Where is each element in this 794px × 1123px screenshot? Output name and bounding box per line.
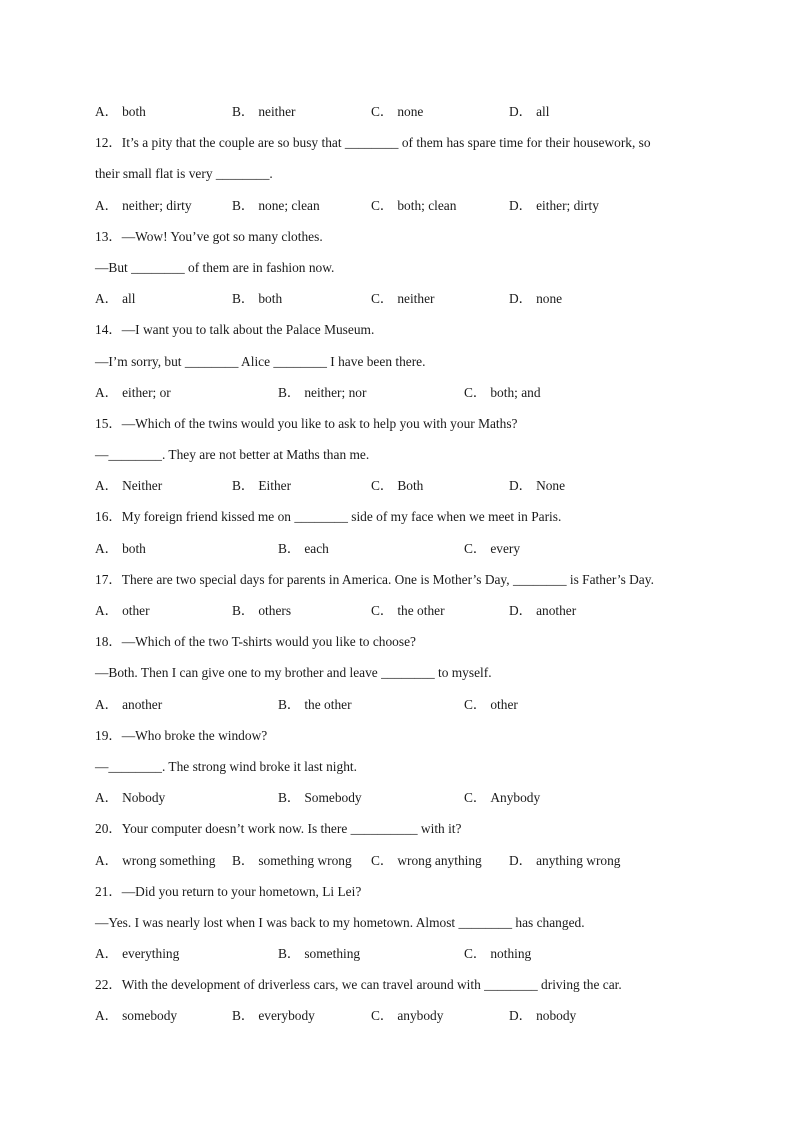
option-letter: D． bbox=[509, 852, 533, 868]
option-text: the other bbox=[397, 603, 445, 618]
option-letter: C． bbox=[371, 852, 394, 868]
answer-option bbox=[232, 845, 352, 876]
option-text: something wrong bbox=[258, 852, 352, 868]
answer-option bbox=[232, 595, 291, 626]
option-letter: C． bbox=[371, 197, 394, 213]
answer-option bbox=[509, 470, 565, 501]
answer-option bbox=[278, 689, 352, 720]
answer-option bbox=[278, 377, 366, 408]
option-text: every bbox=[490, 540, 521, 556]
answer-options-row bbox=[95, 938, 695, 969]
option-letter: B． bbox=[232, 1008, 255, 1024]
option-letter: A． bbox=[95, 1008, 119, 1024]
worksheet-page bbox=[95, 96, 695, 1032]
answer-option bbox=[232, 96, 296, 127]
answer-option bbox=[509, 96, 549, 127]
option-text: nothing bbox=[490, 946, 532, 962]
answer-option bbox=[95, 595, 150, 626]
option-text: both bbox=[122, 104, 146, 119]
option-letter: A． bbox=[95, 603, 119, 618]
question-line: —Yes. I was nearly lost when I was back to my hometown. Almost ________ has changed. bbox=[95, 914, 585, 930]
option-text: both bbox=[122, 540, 146, 556]
option-letter: A． bbox=[95, 540, 119, 556]
option-text: other bbox=[122, 603, 150, 618]
answer-option bbox=[95, 689, 162, 720]
option-letter: B． bbox=[232, 603, 255, 618]
answer-option bbox=[509, 845, 621, 876]
question-line: 19．—Who broke the window? bbox=[95, 727, 268, 743]
answer-options-row bbox=[95, 689, 695, 720]
answer-option bbox=[371, 595, 445, 626]
answer-options-row bbox=[95, 470, 695, 501]
answer-option bbox=[232, 190, 320, 221]
answer-option bbox=[509, 595, 576, 626]
option-letter: B． bbox=[232, 852, 255, 868]
option-text: none bbox=[536, 291, 563, 307]
question-line: 13．—Wow! You’ve got so many clothes. bbox=[95, 228, 323, 244]
answer-option bbox=[95, 782, 165, 813]
option-letter: C． bbox=[464, 384, 487, 400]
answer-option bbox=[464, 782, 540, 813]
question-line: 14．—I want you to talk about the Palace Museum. bbox=[95, 322, 375, 338]
option-text: none bbox=[397, 104, 424, 119]
answer-option bbox=[95, 377, 171, 408]
option-letter: A． bbox=[95, 291, 119, 307]
option-text: nobody bbox=[536, 1008, 577, 1024]
option-text: each bbox=[304, 540, 329, 556]
option-text: somebody bbox=[122, 1008, 178, 1024]
option-letter: A． bbox=[95, 104, 119, 119]
option-letter: C． bbox=[371, 603, 394, 618]
option-text: wrong anything bbox=[397, 852, 482, 868]
question-line: —But ________ of them are in fashion now. bbox=[95, 259, 335, 275]
answer-option bbox=[95, 533, 146, 564]
answer-option bbox=[95, 845, 215, 876]
question-line: 16．My foreign friend kissed me on ________ side of my face when we meet in Paris. bbox=[95, 509, 562, 525]
option-letter: A． bbox=[95, 696, 119, 712]
answer-option bbox=[464, 377, 541, 408]
option-letter: A． bbox=[95, 384, 119, 400]
option-letter: B． bbox=[232, 104, 255, 119]
question-line: —I’m sorry, but ________ Alice ________ I have been there. bbox=[95, 353, 426, 369]
question-line: 22．With the development of driverless cars, we can travel around with ________ driving the car. bbox=[95, 977, 622, 993]
question-line: —________. They are not better at Maths than me. bbox=[95, 447, 370, 463]
answer-option bbox=[278, 782, 362, 813]
answer-options-row bbox=[95, 283, 695, 314]
answer-option bbox=[232, 283, 282, 314]
answer-option bbox=[371, 190, 456, 221]
question-line: 21．—Did you return to your hometown, Li Lei? bbox=[95, 883, 362, 899]
answer-options-row bbox=[95, 190, 695, 221]
answer-option bbox=[95, 1000, 177, 1031]
answer-options-row bbox=[95, 782, 695, 813]
option-letter: B． bbox=[232, 291, 255, 307]
answer-option bbox=[95, 470, 162, 501]
option-letter: C． bbox=[371, 478, 394, 494]
option-text: other bbox=[490, 696, 518, 712]
option-text: Neither bbox=[122, 478, 163, 494]
answer-options-row bbox=[95, 1000, 695, 1031]
answer-option bbox=[509, 283, 562, 314]
question-line: —Both. Then I can give one to my brother and leave ________ to myself. bbox=[95, 665, 492, 681]
option-text: something bbox=[304, 946, 361, 962]
option-text: either; dirty bbox=[536, 197, 599, 213]
option-text: anything wrong bbox=[536, 852, 621, 868]
option-text: Somebody bbox=[304, 790, 362, 806]
option-letter: C． bbox=[464, 696, 487, 712]
option-letter: B． bbox=[278, 696, 301, 712]
option-letter: B． bbox=[278, 540, 301, 556]
answer-option bbox=[371, 845, 482, 876]
option-letter: A． bbox=[95, 852, 119, 868]
option-text: Either bbox=[258, 478, 292, 494]
option-text: another bbox=[122, 696, 163, 712]
option-letter: D． bbox=[509, 1008, 533, 1024]
answer-option bbox=[95, 190, 192, 221]
answer-option bbox=[371, 96, 423, 127]
option-text: both; clean bbox=[397, 197, 457, 213]
option-text: all bbox=[536, 104, 550, 119]
option-text: everything bbox=[122, 946, 180, 962]
option-letter: B． bbox=[232, 197, 255, 213]
answer-option bbox=[464, 533, 520, 564]
option-letter: C． bbox=[464, 946, 487, 962]
option-text: either; or bbox=[122, 384, 171, 400]
option-letter: A． bbox=[95, 946, 119, 962]
answer-option bbox=[232, 1000, 315, 1031]
option-text: everybody bbox=[258, 1008, 315, 1024]
option-letter: D． bbox=[509, 603, 533, 618]
option-text: Anybody bbox=[490, 790, 541, 806]
option-letter: C． bbox=[464, 540, 487, 556]
option-letter: B． bbox=[278, 384, 301, 400]
question-line: 17．There are two special days for parents in America. One is Mother’s Day, ________ is Father’s Day. bbox=[95, 571, 654, 587]
answer-options-row bbox=[95, 595, 695, 626]
answer-options-row bbox=[95, 96, 695, 127]
option-letter: B． bbox=[232, 478, 255, 494]
question-line: 18．—Which of the two T-shirts would you like to choose? bbox=[95, 634, 416, 650]
answer-option bbox=[371, 1000, 443, 1031]
answer-option bbox=[371, 283, 435, 314]
option-letter: C． bbox=[464, 790, 487, 806]
option-text: neither; nor bbox=[304, 384, 367, 400]
answer-option bbox=[278, 938, 360, 969]
option-text: both; and bbox=[490, 384, 541, 400]
option-text: Both bbox=[397, 478, 424, 494]
answer-option bbox=[232, 470, 291, 501]
option-letter: D． bbox=[509, 291, 533, 307]
option-letter: C． bbox=[371, 291, 394, 307]
option-letter: A． bbox=[95, 197, 119, 213]
answer-option bbox=[464, 938, 531, 969]
question-line: their small flat is very ________. bbox=[95, 166, 273, 182]
option-text: neither; dirty bbox=[122, 197, 192, 213]
option-letter: D． bbox=[509, 478, 533, 494]
option-text: neither bbox=[258, 104, 296, 119]
option-letter: C． bbox=[371, 104, 394, 119]
answer-option bbox=[95, 938, 179, 969]
answer-options-row bbox=[95, 377, 695, 408]
option-letter: B． bbox=[278, 946, 301, 962]
answer-options-row bbox=[95, 845, 695, 876]
answer-options-row bbox=[95, 533, 695, 564]
option-text: the other bbox=[304, 696, 352, 712]
question-line: 15．—Which of the twins would you like to ask to help you with your Maths? bbox=[95, 415, 518, 431]
question-line: —________. The strong wind broke it last night. bbox=[95, 758, 357, 774]
answer-option bbox=[509, 190, 599, 221]
answer-option bbox=[278, 533, 329, 564]
option-text: anybody bbox=[397, 1008, 444, 1024]
option-text: both bbox=[258, 291, 283, 307]
option-text: Nobody bbox=[122, 790, 166, 806]
answer-option bbox=[464, 689, 518, 720]
answer-option bbox=[509, 1000, 576, 1031]
option-letter: D． bbox=[509, 104, 533, 119]
option-text: wrong something bbox=[122, 852, 216, 868]
option-letter: C． bbox=[371, 1008, 394, 1024]
option-letter: A． bbox=[95, 790, 119, 806]
question-line: 20．Your computer doesn’t work now. Is there __________ with it? bbox=[95, 821, 462, 837]
option-text: another bbox=[536, 603, 577, 618]
answer-option bbox=[95, 283, 135, 314]
option-letter: A． bbox=[95, 478, 119, 494]
option-text: none; clean bbox=[258, 197, 320, 213]
option-text: others bbox=[258, 603, 292, 618]
option-text: all bbox=[122, 291, 136, 307]
answer-option bbox=[95, 96, 146, 127]
option-text: None bbox=[536, 478, 566, 494]
option-text: neither bbox=[397, 291, 435, 307]
answer-option bbox=[371, 470, 423, 501]
option-letter: B． bbox=[278, 790, 301, 806]
question-line: 12．It’s a pity that the couple are so busy that ________ of them has spare time for their housework, so bbox=[95, 135, 651, 151]
option-letter: D． bbox=[509, 197, 533, 213]
